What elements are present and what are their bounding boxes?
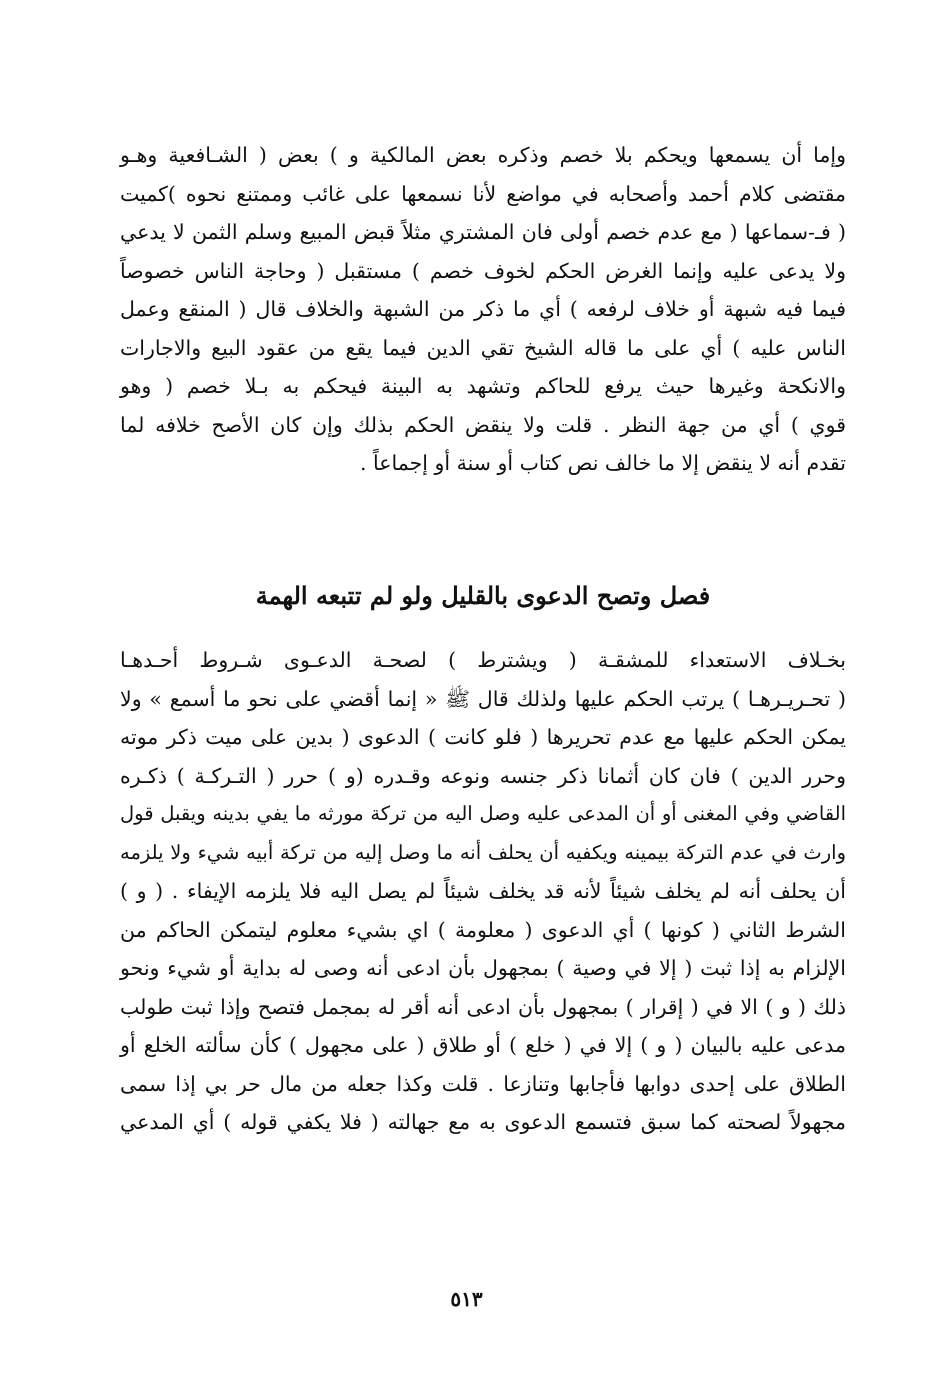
text-line: قوي ) أي من جهة النظر . قلت ولا ينقض الحكم بذلك وإن كان الأصح خلافه لما: [120, 412, 846, 437]
text-line: وارث في عدم التركة بيمينه ويكفيه أن يحلف أنه ما وصل إليه من تركة أبيه شيء ولا يلزمه: [120, 840, 846, 864]
text-line: تقدم أنه لا ينقض إلا ما خالف نص كتاب أو سنة أو إجماعاً .: [359, 451, 846, 475]
text-line: يمكن الحكم عليها مع عدم تحريرها ( فلو كانت ) الدعوى ( بدين على ميت ذكر موته: [120, 725, 846, 749]
text-line: مقتضى كلام أحمد وأصحابه في مواضع لأنا نسمعها على غائب وممتنع نحوه )كميت: [120, 181, 846, 206]
text-line: القاضي وفي المغنى أو أن المدعى عليه وصل اليه من تركة مورثه ما يفي بدينه ويقبل قول: [120, 802, 846, 825]
text-line: بخـلاف الاستعداء للمشقـة ( ويشترط ) لصحـة الدعـوى شـروط أحـدهـا: [120, 648, 846, 672]
page-number: ٥١٣: [450, 1287, 483, 1311]
text-line: الشرط الثاني ( كونها ) أي الدعوى ( معلومة ) اي بشيء معلوم ليتمكن الحاكم من: [120, 917, 846, 942]
paragraph-2: [120, 641, 846, 1142]
text-line: وإما أن يسمعها ويحكم بلا خصم وذكره بعض المالكية و ) بعض ( الشـافعية وهـو: [120, 143, 846, 167]
text-line: أن يحلف أنه لم يخلف شيئاً لأنه قد يخلف شيئاً لم يصل اليه فلا يلزمه الإيفاء . ( و ): [120, 879, 846, 903]
text-line: الطلاق على إحدى دوابها فأجابها وتنازعا . قلت وكذا جعله من مال حر بي إذا سمى: [120, 1071, 846, 1096]
section-heading: فصل وتصح الدعوى بالقليل ولو لم تتبعه الهمة: [255, 581, 711, 610]
text-line: ( فـ-سماعها ( مع عدم خصم أولى فان المشتري مثلاً قبض المبيع وسلم الثمن لا يدعي: [120, 220, 846, 244]
paragraph-1: [120, 136, 846, 483]
text-line: وحرر الدين ) فان كان أثمانا ذكر جنسه ونوعه وقـدره (و ) حرر ( التـركـة ) ذكـره: [120, 763, 846, 788]
text-line: والانكحة وغيرها حيث يرفع للحاكم وتشهد به البينة فيحكم به بـلا خصم ( وهو: [120, 374, 846, 398]
text-line: فيما فيه شبهة أو خلاف لرفعه ) أي ما ذكر من الشبهة والخلاف قال ( المنقع وعمل: [120, 297, 846, 321]
text-line: الإلزام به إذا ثبت ( إلا في وصية ) بمجهول بأن ادعى أنه وصى له بداية أو شيء ونحو: [120, 956, 846, 980]
text-line: الناس عليه ) أي على ما قاله الشيخ تقي الدين فيما يقع من عقود البيع والاجارات: [120, 335, 846, 360]
text-line: مجهولاً لصحته كما سبق فتسمع الدعوى به مع جهالته ( فلا يكفي قوله ) أي المدعي: [120, 1110, 846, 1134]
text-line: مدعى عليه بالبيان ( و ) إلا في ( خلع ) أو طلاق ( على مجهول ) كأن سألته الخلع أو: [120, 1033, 846, 1057]
text-line: ولا يدعى عليه وإنما الغرض الحكم لخوف خصم ) مستقبل ( وحاجة الناس خصوصاً: [120, 258, 846, 283]
text-line: ذلك ( و ) الا في ( إقرار ) بمجهول بأن ادعى أنه أقر له بمجمل فتصح وإذا ثبت طولب: [120, 994, 846, 1019]
text-line: ( تحـريـرهـا ) يرتب الحكم عليها ولذلك قال ﷺ « إنما أقضي على نحو ما أسمع » ولا: [120, 686, 846, 711]
